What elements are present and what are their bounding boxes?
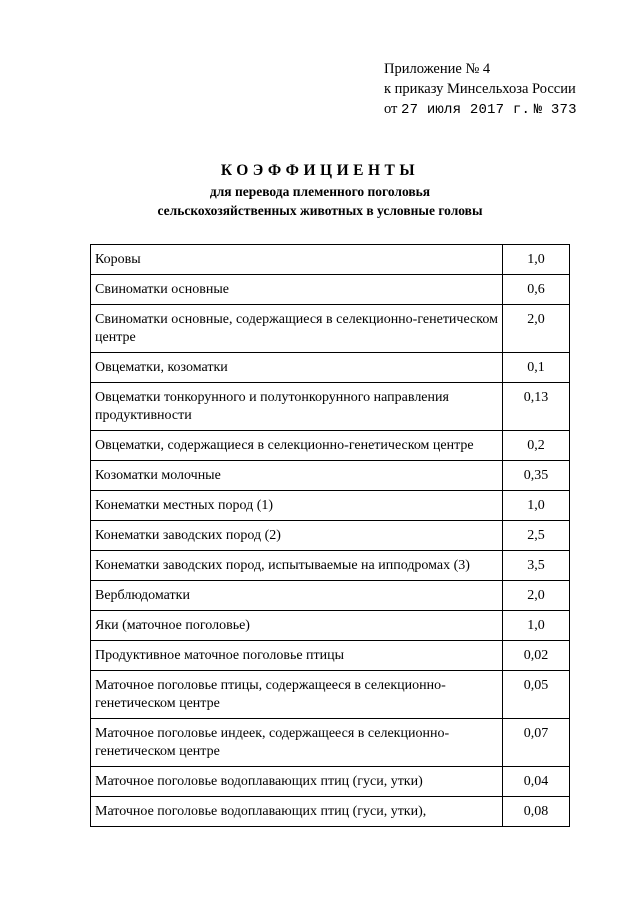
table-row (91, 767, 570, 797)
coefficient-value-cell: 2,0 (503, 581, 570, 611)
appendix-order-ref: к приказу Минсельхоза России (384, 81, 576, 97)
animal-category-cell: Конематки заводских пород, испытываемые на ипподромах (3) (91, 551, 503, 581)
coefficient-value-cell: 0,2 (503, 431, 570, 461)
animal-category-cell: Маточное поголовье водоплавающих птиц (гуси, утки), (91, 797, 503, 827)
animal-category-cell: Маточное поголовье индеек, содержащееся в селекционно-генетическом центре (91, 719, 503, 767)
animal-category-cell: Конематки заводских пород (2) (91, 521, 503, 551)
table-row (91, 353, 570, 383)
animal-category-cell: Свиноматки основные, содержащиеся в селекционно-генетическом центре (91, 305, 503, 353)
table-row (91, 641, 570, 671)
document-subtitle-line2: сельскохозяйственных животных в условные головы (157, 203, 483, 218)
coefficient-value-cell: 0,6 (503, 275, 570, 305)
animal-category-cell: Конематки местных пород (1) (91, 491, 503, 521)
coefficient-value-cell: 0,02 (503, 641, 570, 671)
coefficient-value-cell: 0,13 (503, 383, 570, 431)
coefficient-value-cell: 3,5 (503, 551, 570, 581)
table-row (91, 611, 570, 641)
animal-category-cell: Продуктивное маточное поголовье птицы (91, 641, 503, 671)
animal-category-cell: Овцематки, козоматки (91, 353, 503, 383)
coefficient-value-cell: 0,1 (503, 353, 570, 383)
table-row (91, 719, 570, 767)
coefficient-value-cell: 0,04 (503, 767, 570, 797)
animal-category-cell: Козоматки молочные (91, 461, 503, 491)
table-row (91, 431, 570, 461)
appendix-order-date: 27 июля 2017 г. (401, 102, 531, 118)
table-row (91, 671, 570, 719)
document-title: КОЭФФИЦИЕНТЫ (220, 162, 420, 179)
table-row (91, 383, 570, 431)
animal-category-cell: Маточное поголовье водоплавающих птиц (гуси, утки) (91, 767, 503, 797)
table-row (91, 551, 570, 581)
coefficient-value-cell: 1,0 (503, 491, 570, 521)
coefficient-value-cell: 1,0 (503, 611, 570, 641)
table-row (91, 581, 570, 611)
coefficient-value-cell: 0,07 (503, 719, 570, 767)
table-row (91, 461, 570, 491)
table-row (91, 305, 570, 353)
table-row (91, 491, 570, 521)
document-title-block (0, 160, 640, 220)
appendix-date-prefix: от (384, 101, 398, 117)
table-row (91, 245, 570, 275)
appendix-number: Приложение № 4 (384, 61, 491, 77)
appendix-order-date-line (384, 99, 577, 120)
coefficient-value-cell: 0,08 (503, 797, 570, 827)
animal-category-cell: Верблюдоматки (91, 581, 503, 611)
coefficients-table (90, 244, 570, 827)
coefficient-value-cell: 1,0 (503, 245, 570, 275)
animal-category-cell: Яки (маточное поголовье) (91, 611, 503, 641)
coefficient-value-cell: 0,05 (503, 671, 570, 719)
coefficients-table-body (91, 245, 570, 827)
table-row (91, 521, 570, 551)
animal-category-cell: Коровы (91, 245, 503, 275)
animal-category-cell: Свиноматки основные (91, 275, 503, 305)
coefficient-value-cell: 2,5 (503, 521, 570, 551)
animal-category-cell: Маточное поголовье птицы, содержащееся в селекционно-генетическом центре (91, 671, 503, 719)
appendix-header (384, 59, 577, 120)
animal-category-cell: Овцематки тонкорунного и полутонкорунного направления продуктивности (91, 383, 503, 431)
appendix-order-number: № 373 (533, 102, 577, 118)
document-subtitle-line1: для перевода племенного поголовья (209, 184, 431, 199)
table-row (91, 275, 570, 305)
table-row (91, 797, 570, 827)
coefficient-value-cell: 2,0 (503, 305, 570, 353)
coefficient-value-cell: 0,35 (503, 461, 570, 491)
animal-category-cell: Овцематки, содержащиеся в селекционно-генетическом центре (91, 431, 503, 461)
